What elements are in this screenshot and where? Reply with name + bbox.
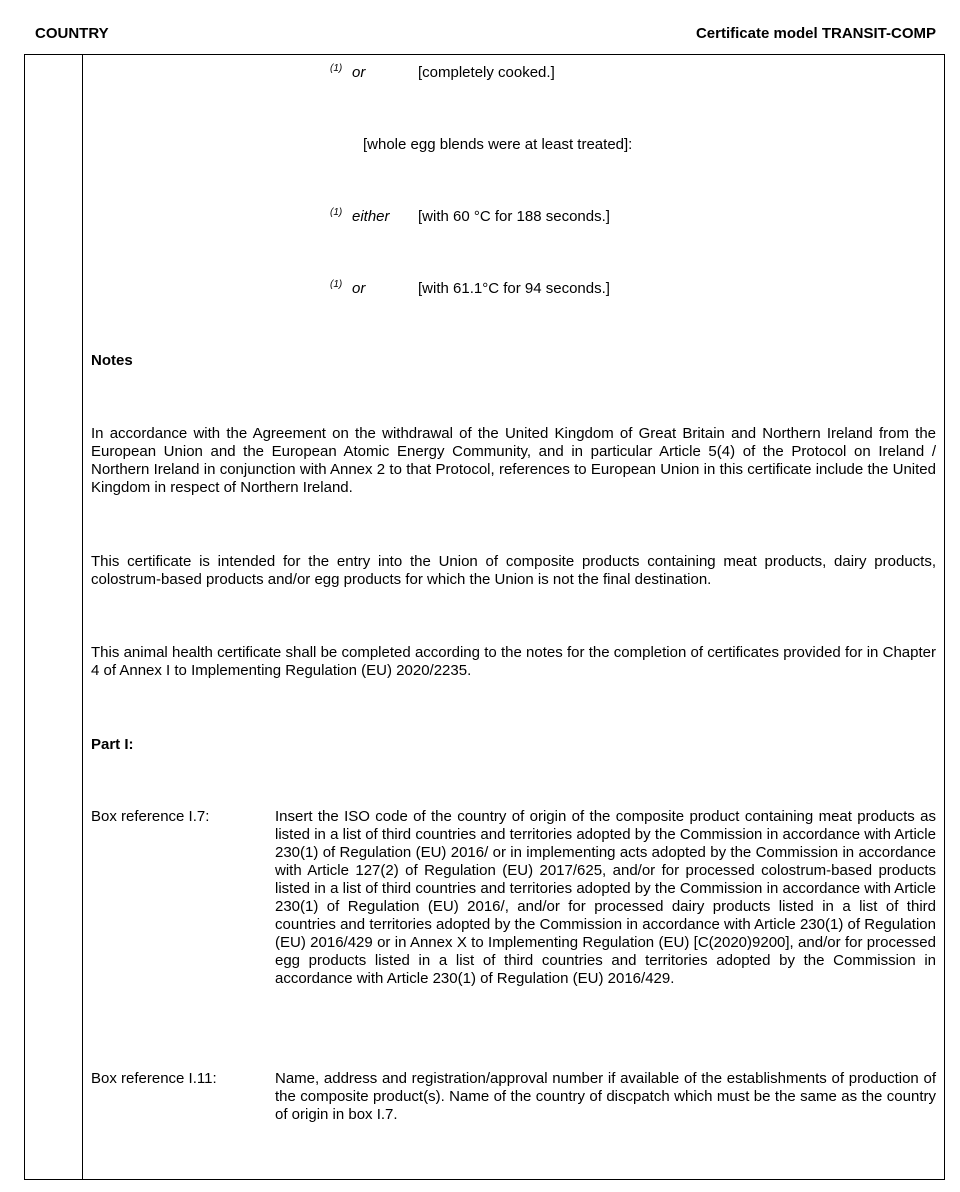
country-header: COUNTRY	[35, 25, 109, 42]
option-footnote: (1)	[330, 207, 343, 218]
option-connector: or	[352, 280, 366, 297]
box-reference-text: Name, address and registration/approval number if available of the establishments of production of the composite product(s). Name of the country of discpatch which must be the same as the country of origin in box I.7.	[275, 1070, 936, 1123]
box-reference-text: Insert the ISO code of the country of origin of the composite product containing meat products as listed in a list of third countries and territories adopted by the Commission in accordance with Article 230(1) of Regulation (EU) 2016/ or in implementing acts adopted by the Commission in accordance with Article 127(2) of Regulation (EU) 2017/625, and/or for processed colostrum-based products listed in a list of third countries and territories adopted by the Commission in accordance with Article 230(1) of Regulation (EU) 2016/, and/or for processed dairy products listed in a list of third countries and territories adopted by the Commission in accordance with Article 230(1) of Regulation (EU) 2016/429 or in Annex X to Implementing Regulation (EU) [C(2020)9200], and/or for processed egg products listed in a list of third countries and territories adopted by the Commission in accordance with Article 230(1) of Regulation (EU) 2016/429.	[275, 808, 936, 987]
option-text: [completely cooked.]	[418, 64, 555, 81]
notes-paragraph: This certificate is intended for the entry into the Union of composite products containing meat products, dairy products, colostrum-based products and/or egg products for which the Union is not the final destination.	[91, 553, 936, 588]
certificate-model-header: Certificate model TRANSIT-COMP	[695, 25, 936, 42]
part-one-heading: Part I:	[91, 736, 134, 753]
notes-paragraph: This animal health certificate shall be completed according to the notes for the completion of certificates provided for in Chapter 4 of Annex I to Implementing Regulation (EU) 2020/2235.	[91, 644, 936, 679]
left-column-divider	[82, 54, 83, 1180]
option-connector: either	[352, 208, 390, 225]
notes-paragraph: In accordance with the Agreement on the withdrawal of the United Kingdom of Great Britain and Northern Ireland from the European Union and the European Atomic Energy Community, and in particular Article 5(4) of the Protocol on Ireland / Northern Ireland in conjunction with Annex 2 to that Protocol, references to European Union in this certificate include the United Kingdom in respect of Northern Ireland.	[91, 425, 936, 496]
option-footnote: (1)	[330, 279, 343, 290]
box-reference-label: Box reference I.7:	[91, 808, 210, 825]
option-text: [with 61.1°C for 94 seconds.]	[418, 280, 610, 297]
box-reference-label: Box reference I.11:	[91, 1070, 217, 1087]
whole-egg-line: [whole egg blends were at least treated]:	[363, 136, 633, 153]
option-connector: or	[352, 64, 366, 81]
option-text: [with 60 °C for 188 seconds.]	[418, 208, 610, 225]
notes-heading: Notes	[91, 352, 133, 369]
option-footnote: (1)	[330, 63, 343, 74]
